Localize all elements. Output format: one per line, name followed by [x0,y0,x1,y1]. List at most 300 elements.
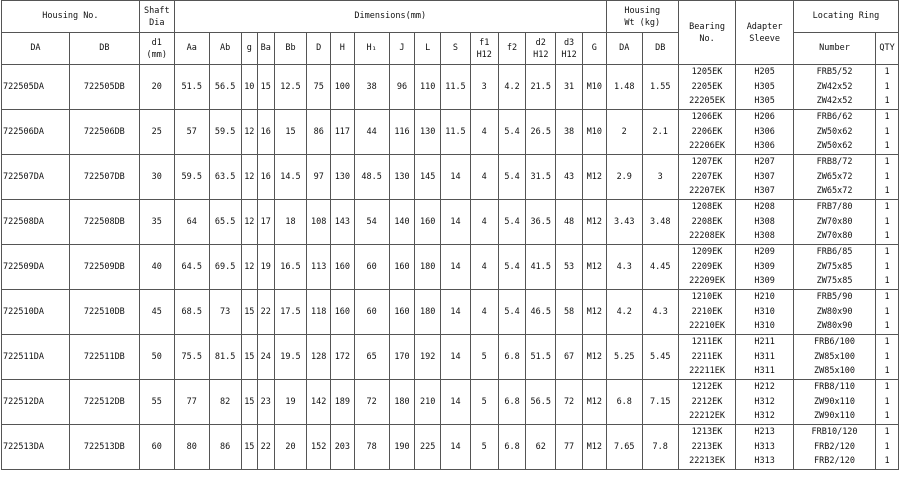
cell-ba: 23 [258,380,274,425]
cell-j: 160 [389,290,415,335]
cell-h1: 48.5 [354,155,389,200]
cell-ring-number: FRB6/85 [816,247,853,258]
cell-f1: 4 [470,245,498,290]
cell-d2: 51.5 [526,335,556,380]
subheader-ba: Ba [258,33,274,65]
cell-aa: 51.5 [174,65,209,110]
cell-f2: 6.8 [498,380,526,425]
cell-ring-number: ZW90x110 [814,411,855,422]
cell-sleeve: H309 [754,261,775,272]
header-adapter-sleeve-line2: Sleeve [749,33,780,44]
cell-d1: 50 [139,335,174,380]
cell-sleeve: H308 [754,216,775,227]
cell-qty: 1 [884,171,890,182]
cell-qty: 1 [884,427,890,438]
cell-l: 145 [415,155,441,200]
cell-bb: 16.5 [274,245,307,290]
cell-bearing: 2209EK [691,261,723,272]
header-adapter-sleeve [736,1,794,65]
header-bearing-no-line1: Bearing [689,21,725,32]
cell-qty: 1 [884,306,890,317]
cell-d3: 31 [556,65,583,110]
cell-f2: 5.4 [498,245,526,290]
cell-s: 14 [441,335,471,380]
table-row [2,380,899,425]
cell-da: 722513DA [2,425,70,470]
subheader-d2 [526,33,556,65]
cell-f2: 4.2 [498,65,526,110]
cell-bearing: 2212EK [691,396,723,407]
header-housing-wt-line2: Wt (kg) [624,17,661,28]
cell-h1: 72 [354,380,389,425]
cell-ab: 63.5 [209,155,241,200]
cell-db: 722512DB [69,380,139,425]
cell-qty: 1 [884,337,890,348]
cell-ring-number: ZW42x52 [816,81,853,92]
cell-qty: 1 [884,81,890,92]
cell-bearing: 2208EK [691,216,723,227]
cell-ring-number: FRB10/120 [811,427,858,438]
cell-qty: 1 [884,157,890,168]
cell-bearing: 22211EK [689,366,725,377]
cell-gg: M12 [582,335,606,380]
cell-ba: 16 [258,110,274,155]
cell-ab: 65.5 [209,200,241,245]
table-row [2,335,899,380]
table-body [2,65,899,470]
cell-g: 15 [241,425,257,470]
subheader-l: L [415,33,441,65]
cell-sleeve: H211 [754,337,775,348]
cell-qty: 1 [884,396,890,407]
cell-f2: 6.8 [498,335,526,380]
cell-qty: 1 [884,186,890,197]
cell-ring-number: ZW80x90 [816,306,853,317]
cell-l: 180 [415,290,441,335]
cell-wt-da: 3.43 [606,200,642,245]
cell-sleeve: H307 [754,186,775,197]
cell-d3: 77 [556,425,583,470]
cell-wt-db: 3.48 [642,200,678,245]
cell-l: 210 [415,380,441,425]
cell-l: 130 [415,110,441,155]
cell-bearing-list [678,200,736,245]
cell-db: 722505DB [69,65,139,110]
cell-bearing-list [678,425,736,470]
cell-d3: 53 [556,245,583,290]
cell-ring-number: FRB7/80 [816,202,853,213]
cell-bearing: 2207EK [691,171,723,182]
cell-wt-da: 4.3 [606,245,642,290]
cell-j: 190 [389,425,415,470]
cell-wt-da: 5.25 [606,335,642,380]
subheader-d1 [139,33,174,65]
cell-l: 180 [415,245,441,290]
subheader-j: J [389,33,415,65]
cell-qty-list [876,110,899,155]
cell-sleeve: H210 [754,292,775,303]
cell-l: 225 [415,425,441,470]
cell-ring-number-list [793,290,875,335]
cell-ring-number: ZW50x62 [816,141,853,152]
cell-j: 170 [389,335,415,380]
cell-s: 14 [441,290,471,335]
cell-h1: 60 [354,245,389,290]
table-row [2,425,899,470]
cell-d2: 46.5 [526,290,556,335]
cell-ab: 73 [209,290,241,335]
cell-ring-number: FRB8/72 [816,157,853,168]
cell-d: 86 [307,110,331,155]
cell-qty-list [876,290,899,335]
cell-sleeve: H208 [754,202,775,213]
cell-j: 180 [389,380,415,425]
cell-bb: 18 [274,200,307,245]
cell-qty: 1 [884,141,890,152]
cell-gg: M12 [582,380,606,425]
cell-d1: 30 [139,155,174,200]
cell-qty: 1 [884,441,890,452]
cell-wt-da: 4.2 [606,290,642,335]
cell-sleeve-list [736,335,794,380]
cell-qty: 1 [884,411,890,422]
cell-g: 12 [241,245,257,290]
cell-sleeve-list [736,110,794,155]
cell-wt-db: 7.15 [642,380,678,425]
cell-bearing: 22212EK [689,411,725,422]
header-adapter-sleeve-line1: Adapter [746,21,783,32]
cell-wt-db: 3 [642,155,678,200]
cell-ring-number: ZW42x52 [816,96,853,107]
cell-f2: 6.8 [498,425,526,470]
cell-bearing: 1205EK [691,67,723,78]
cell-h: 100 [331,65,355,110]
cell-sleeve-list [736,65,794,110]
cell-sleeve-list [736,245,794,290]
cell-d2: 62 [526,425,556,470]
cell-sleeve: H313 [754,456,775,467]
cell-ring-number-list [793,335,875,380]
cell-d2: 31.5 [526,155,556,200]
cell-wt-da: 7.65 [606,425,642,470]
cell-d2: 41.5 [526,245,556,290]
cell-sleeve: H305 [754,81,775,92]
cell-f1: 4 [470,290,498,335]
cell-ring-number-list [793,380,875,425]
cell-d1: 25 [139,110,174,155]
cell-d3: 58 [556,290,583,335]
cell-h: 172 [331,335,355,380]
subheader-g-thread: G [582,33,606,65]
cell-db: 722508DB [69,200,139,245]
cell-ring-number: ZW85x100 [814,351,855,362]
cell-f1: 5 [470,335,498,380]
subheader-h: H [331,33,355,65]
cell-qty: 1 [884,456,890,467]
cell-bearing: 22206EK [689,141,725,152]
cell-g: 15 [241,335,257,380]
cell-ring-number-list [793,245,875,290]
cell-wt-da: 1.48 [606,65,642,110]
cell-bearing: 1211EK [691,337,723,348]
cell-d: 128 [307,335,331,380]
cell-d2: 56.5 [526,380,556,425]
cell-sleeve: H313 [754,441,775,452]
cell-wt-da: 2.9 [606,155,642,200]
cell-sleeve-list [736,155,794,200]
cell-ring-number: ZW85x100 [814,366,855,377]
cell-h1: 54 [354,200,389,245]
cell-d2: 26.5 [526,110,556,155]
cell-qty-list [876,335,899,380]
cell-wt-da: 6.8 [606,380,642,425]
cell-sleeve: H307 [754,171,775,182]
cell-ring-number: FRB5/52 [816,67,853,78]
cell-bearing-list [678,380,736,425]
header-bearing-no-line2: No. [699,33,715,44]
cell-f1: 3 [470,65,498,110]
cell-sleeve: H312 [754,396,775,407]
cell-wt-db: 4.45 [642,245,678,290]
cell-aa: 77 [174,380,209,425]
subheader-s: S [441,33,471,65]
cell-s: 14 [441,425,471,470]
cell-ab: 69.5 [209,245,241,290]
subheader-f1-line2: H12 [476,49,492,60]
cell-l: 110 [415,65,441,110]
cell-gg: M12 [582,200,606,245]
subheader-d2-line2: H12 [533,49,549,60]
header-housing-no: Housing No. [2,1,140,33]
cell-bearing-list [678,290,736,335]
cell-sleeve: H213 [754,427,775,438]
cell-qty: 1 [884,202,890,213]
cell-da: 722512DA [2,380,70,425]
cell-db: 722510DB [69,290,139,335]
cell-d: 75 [307,65,331,110]
cell-ring-number: ZW70x80 [816,231,853,242]
cell-sleeve: H309 [754,276,775,287]
cell-h: 189 [331,380,355,425]
cell-da: 722509DA [2,245,70,290]
cell-d1: 40 [139,245,174,290]
cell-f2: 5.4 [498,110,526,155]
cell-aa: 64.5 [174,245,209,290]
cell-d2: 21.5 [526,65,556,110]
cell-qty: 1 [884,382,890,393]
cell-sleeve: H311 [754,351,775,362]
cell-d: 113 [307,245,331,290]
cell-ring-number: FRB6/62 [816,112,853,123]
cell-bearing: 22213EK [689,456,725,467]
cell-h: 130 [331,155,355,200]
cell-bearing: 2205EK [691,81,723,92]
subheader-f1 [470,33,498,65]
cell-qty: 1 [884,351,890,362]
cell-j: 140 [389,200,415,245]
cell-ring-number: FRB6/100 [814,337,855,348]
cell-sleeve: H207 [754,157,775,168]
cell-da: 722510DA [2,290,70,335]
cell-bb: 19.5 [274,335,307,380]
cell-bb: 12.5 [274,65,307,110]
cell-gg: M10 [582,65,606,110]
cell-bearing: 1207EK [691,157,723,168]
cell-ab: 82 [209,380,241,425]
subheader-d3-line2: H12 [561,49,577,60]
cell-qty: 1 [884,126,890,137]
cell-h1: 44 [354,110,389,155]
cell-da: 722508DA [2,200,70,245]
cell-d1: 55 [139,380,174,425]
cell-ab: 86 [209,425,241,470]
cell-bearing: 22207EK [689,186,725,197]
cell-wt-db: 7.8 [642,425,678,470]
cell-ring-number: ZW75x85 [816,261,853,272]
cell-aa: 80 [174,425,209,470]
cell-ba: 22 [258,425,274,470]
cell-qty: 1 [884,247,890,258]
cell-db: 722506DB [69,110,139,155]
cell-bearing: 1206EK [691,112,723,123]
cell-d: 152 [307,425,331,470]
cell-bearing: 1213EK [691,427,723,438]
cell-f1: 5 [470,380,498,425]
cell-sleeve-list [736,380,794,425]
subheader-d3 [556,33,583,65]
cell-gg: M12 [582,245,606,290]
subheader-wt-da: DA [606,33,642,65]
cell-sleeve: H306 [754,126,775,137]
cell-qty-list [876,155,899,200]
cell-f1: 4 [470,155,498,200]
cell-ba: 24 [258,335,274,380]
cell-ring-number-list [793,425,875,470]
cell-ring-number: FRB5/90 [816,292,853,303]
table-row [2,245,899,290]
subheader-f1-line1: f1 [479,37,490,48]
cell-bb: 19 [274,380,307,425]
cell-ring-number: FRB8/110 [814,382,855,393]
cell-ring-number: ZW50x62 [816,126,853,137]
cell-ring-number-list [793,200,875,245]
cell-h: 160 [331,245,355,290]
cell-sleeve: H206 [754,112,775,123]
cell-aa: 59.5 [174,155,209,200]
cell-j: 116 [389,110,415,155]
subheader-wt-db: DB [642,33,678,65]
cell-f2: 5.4 [498,155,526,200]
cell-bb: 15 [274,110,307,155]
table-row [2,290,899,335]
cell-db: 722511DB [69,335,139,380]
cell-l: 192 [415,335,441,380]
cell-gg: M12 [582,155,606,200]
cell-qty-list [876,380,899,425]
cell-sleeve: H305 [754,96,775,107]
cell-qty: 1 [884,112,890,123]
cell-d2: 36.5 [526,200,556,245]
table-row [2,155,899,200]
subheader-h1: H₁ [354,33,389,65]
subheader-ring-number: Number [793,33,875,65]
cell-bearing: 22208EK [689,231,725,242]
cell-bb: 20 [274,425,307,470]
cell-ring-number-list [793,110,875,155]
cell-bearing: 2206EK [691,126,723,137]
subheader-ab: Ab [209,33,241,65]
header-dimensions: Dimensions(mm) [174,1,606,33]
cell-qty: 1 [884,321,890,332]
subheader-aa: Aa [174,33,209,65]
housing-spec-table [1,0,899,470]
cell-d: 97 [307,155,331,200]
cell-d: 118 [307,290,331,335]
cell-sleeve: H212 [754,382,775,393]
cell-ab: 59.5 [209,110,241,155]
cell-s: 14 [441,380,471,425]
subheader-da: DA [2,33,70,65]
cell-f2: 5.4 [498,200,526,245]
cell-bearing-list [678,110,736,155]
cell-qty-list [876,65,899,110]
cell-h1: 38 [354,65,389,110]
cell-d1: 35 [139,200,174,245]
cell-sleeve: H311 [754,366,775,377]
cell-sleeve-list [736,425,794,470]
cell-qty: 1 [884,261,890,272]
cell-s: 14 [441,245,471,290]
cell-sleeve: H310 [754,321,775,332]
cell-d3: 38 [556,110,583,155]
cell-f1: 5 [470,425,498,470]
cell-qty: 1 [884,231,890,242]
cell-bearing: 1210EK [691,292,723,303]
cell-bearing-list [678,155,736,200]
cell-sleeve: H310 [754,306,775,317]
cell-db: 722507DB [69,155,139,200]
cell-h1: 60 [354,290,389,335]
cell-bearing: 2213EK [691,441,723,452]
cell-aa: 68.5 [174,290,209,335]
cell-gg: M12 [582,425,606,470]
cell-qty: 1 [884,96,890,107]
cell-da: 722507DA [2,155,70,200]
cell-wt-db: 2.1 [642,110,678,155]
subheader-db: DB [69,33,139,65]
cell-da: 722505DA [2,65,70,110]
cell-s: 14 [441,155,471,200]
cell-g: 12 [241,110,257,155]
cell-qty: 1 [884,276,890,287]
cell-qty: 1 [884,67,890,78]
cell-aa: 75.5 [174,335,209,380]
cell-ba: 17 [258,200,274,245]
cell-ba: 19 [258,245,274,290]
cell-d1: 20 [139,65,174,110]
cell-f1: 4 [470,110,498,155]
cell-h: 160 [331,290,355,335]
cell-sleeve-list [736,200,794,245]
cell-g: 15 [241,290,257,335]
cell-da: 722511DA [2,335,70,380]
cell-s: 11.5 [441,65,471,110]
cell-qty: 1 [884,216,890,227]
cell-h1: 65 [354,335,389,380]
cell-bearing-list [678,65,736,110]
cell-f2: 5.4 [498,290,526,335]
cell-h: 203 [331,425,355,470]
